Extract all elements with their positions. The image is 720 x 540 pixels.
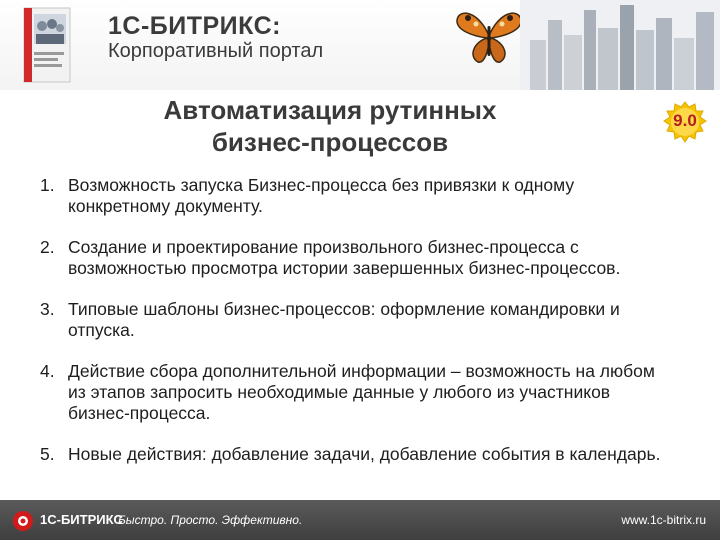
city-skyline-image <box>520 0 720 90</box>
list-item-text: бизнес-процесса. <box>68 403 211 423</box>
slide-title <box>120 94 540 158</box>
slide-header <box>0 0 720 90</box>
list-item-number: 1. <box>40 175 55 195</box>
list-item-text: из этапов запросить необходимые данные у любого из участников <box>68 382 611 402</box>
product-box-icon <box>22 6 74 86</box>
feature-list <box>40 175 710 485</box>
list-item <box>40 361 710 424</box>
footer-slogan: Быстро. Просто. Эффективно. <box>118 513 303 527</box>
slide-footer <box>0 500 720 540</box>
list-item <box>40 444 710 465</box>
butterfly-icon <box>454 6 524 68</box>
bitrix-logo-icon <box>12 510 34 532</box>
footer-url-link[interactable]: www.1c-bitrix.ru <box>621 513 706 527</box>
list-item <box>40 237 710 279</box>
list-item-number: 3. <box>40 299 55 319</box>
footer-brand: 1С-БИТРИКС <box>40 512 123 527</box>
list-item-text: отпуска. <box>68 320 135 340</box>
list-item-number: 2. <box>40 237 55 257</box>
slide-title-line-1: Автоматизация рутинных <box>163 95 497 125</box>
brand-name: 1С-БИТРИКС: <box>108 12 281 40</box>
list-item-number: 5. <box>40 444 55 464</box>
list-item-text: Типовые шаблоны бизнес-процессов: оформление командировки и <box>68 299 620 319</box>
list-item-text: Действие сбора дополнительной информации – возможность на любом <box>68 361 655 381</box>
slide-title-line-2: бизнес-процессов <box>211 127 449 157</box>
list-item-text: возможностью просмотра истории завершенных бизнес-процессов. <box>68 258 621 278</box>
list-item-text: Новые действия: добавление задачи, добавление события в календарь. <box>68 444 661 464</box>
list-item <box>40 299 710 341</box>
list-item-text: Возможность запуска Бизнес-процесса без привязки к одному <box>68 175 575 195</box>
list-item-number: 4. <box>40 361 55 381</box>
version-badge: 9.0 <box>673 111 697 130</box>
list-item <box>40 175 710 217</box>
list-item-text: Создание и проектирование произвольного бизнес-процесса с <box>68 237 579 257</box>
brand-subtitle: Корпоративный портал <box>108 40 324 62</box>
list-item-text: конкретному документу. <box>68 196 263 216</box>
